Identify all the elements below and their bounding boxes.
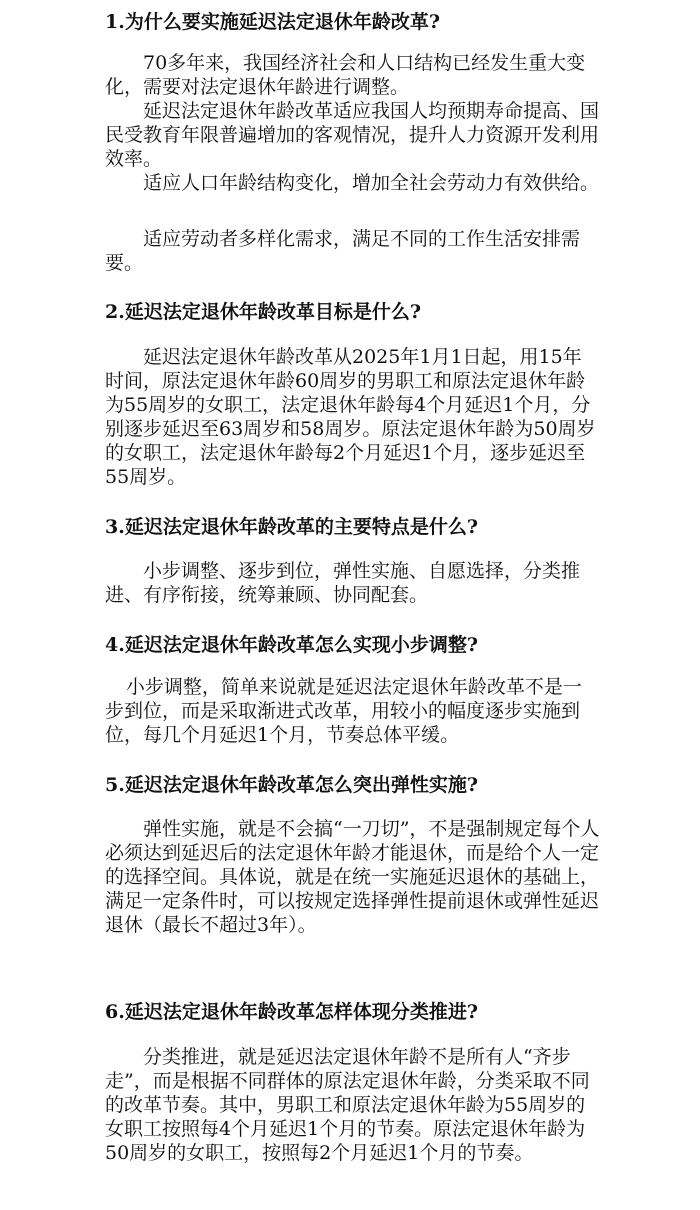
section-1-heading: 1.为什么要实施延迟法定退休年龄改革? xyxy=(105,11,440,33)
section-6-heading: 6.延迟法定退休年龄改革怎样体现分类推进? xyxy=(105,1001,478,1023)
section-4-paragraph-1: 小步调整，简单来说就是延迟法定退休年龄改革不是一步到位，而是采取渐进式改革，用较小的幅度逐步实施到位，每几个月延迟1个月，节奏总体平缓。 xyxy=(105,676,582,746)
section-3-heading: 3.延迟法定退休年龄改革的主要特点是什么? xyxy=(105,516,478,538)
section-5-heading: 5.延迟法定退休年龄改革怎么突出弹性实施? xyxy=(105,774,478,796)
section-2-heading: 2.延迟法定退休年龄改革目标是什么? xyxy=(105,301,421,323)
section-5-paragraph-1: 弹性实施，就是不会搞“一刀切”，不是强制规定每个人必须达到延迟后的法定退休年龄才能退休，而是给个人一定的选择空间。具体说，就是在统一实施延迟退休的基础上，满足一定条件时，可以按规定选择弹性提前退休或弹性延迟退休（最长不超过3年）。 xyxy=(105,818,600,936)
section-1-paragraph-4: 适应劳动者多样化需求，满足不同的工作生活安排需要。 xyxy=(105,228,581,274)
section-2-paragraph-1: 延迟法定退休年龄改革从2025年1月1日起，用15年时间，原法定退休年龄60周岁的男职工和原法定退休年龄为55周岁的女职工，法定退休年龄每4个月延迟1个月，分别逐步延迟至63周岁和58周岁。原法定退休年龄为50周岁的女职工，法定退休年龄每2个月延迟1个月，逐步延迟至55周岁。 xyxy=(105,346,596,488)
section-4-heading: 4.延迟法定退休年龄改革怎么实现小步调整? xyxy=(105,634,478,656)
section-1-paragraph-2: 延迟法定退休年龄改革适应我国人均预期寿命提高、国民受教育年限普遍增加的客观情况，提升人力资源开发利用效率。 xyxy=(105,100,600,170)
section-6-paragraph-1: 分类推进，就是延迟法定退休年龄不是所有人“齐步走”，而是根据不同群体的原法定退休年龄，分类采取不同的改革节奏。其中，男职工和原法定退休年龄为55周岁的女职工按照每4个月延迟1个月的节奏。原法定退休年龄为50周岁的女职工，按照每2个月延迟1个月的节奏。 xyxy=(105,1046,590,1164)
section-1-paragraph-1: 70多年来，我国经济社会和人口结构已经发生重大变化，需要对法定退休年龄进行调整。 xyxy=(105,52,586,98)
section-1-paragraph-3: 适应人口年龄结构变化，增加全社会劳动力有效供给。 xyxy=(143,172,600,194)
section-3-paragraph-1: 小步调整、逐步到位，弹性实施、自愿选择，分类推进、有序衔接，统筹兼顾、协同配套。 xyxy=(105,560,581,606)
